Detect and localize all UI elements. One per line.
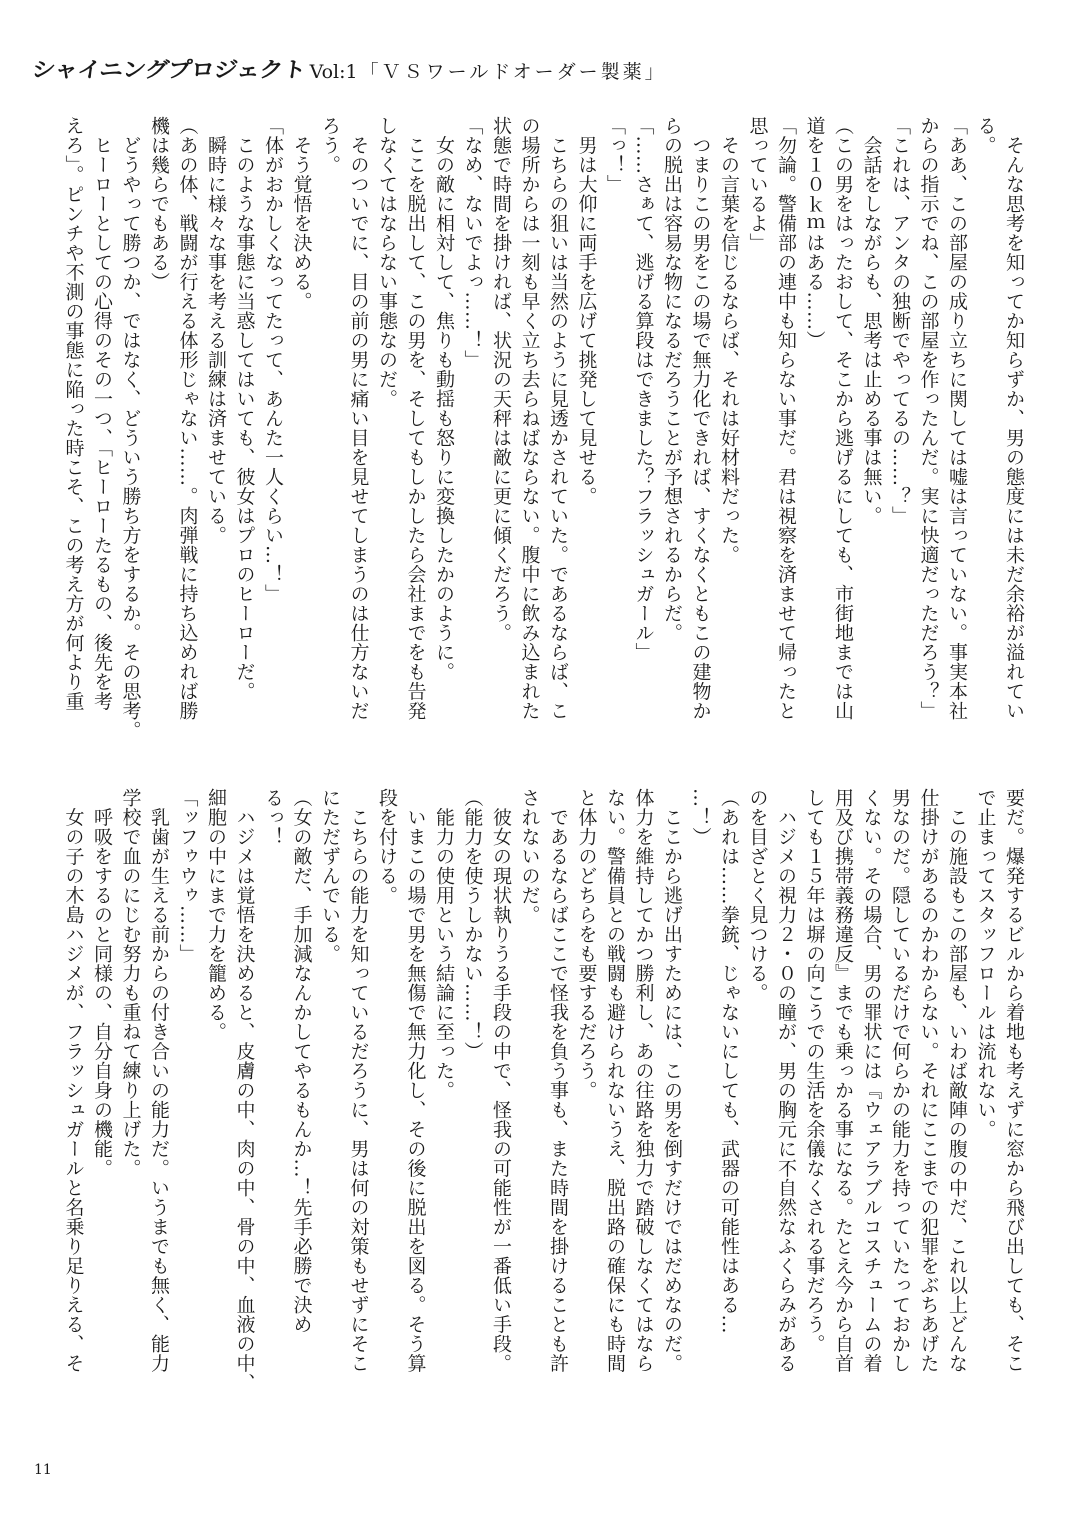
text-column: ハジメの視力２・０の瞳が、男の胸元に不自然なふくらみがある <box>775 788 797 1373</box>
text-column: こちらの能力を知っているだろうに、男は何の対策もせずにそこ <box>347 788 370 1373</box>
text-column: このような事態に当惑してはいても、彼女はプロのヒーローだ。 <box>233 116 256 701</box>
text-column: 用及び携帯義務違反』までも乗っかる事になる。たとえ今から自首 <box>832 788 854 1373</box>
text-column: （あれは……拳銃、じゃないにしても、武器の可能性はある… <box>718 788 740 1334</box>
text-column: であるならばここで怪我を負う事も、また時間を掛けることも許 <box>547 788 569 1373</box>
text-column: 「なめ、ないでよっ……！」 <box>461 116 484 370</box>
text-column: 女の子の木島ハジメが、フラッシュガールと名乗り足りえる、そ <box>62 788 85 1373</box>
text-column: しても１５年は塀の向こうでの生活を余儀なくされる事だろう。 <box>803 788 826 1354</box>
text-column: えろ」。ピンチや不測の事態に陥った時こそ、この考え方が何より重 <box>62 116 85 711</box>
text-column: こちらの狙いは当然のように見透かされていた。であるならば、こ <box>547 116 569 721</box>
text-column: ここを脱出して、この男を、そしてもしかしたら会社までをも告発 <box>404 116 427 721</box>
text-column: 彼女の現状執りうる手段の中で、怪我の可能性が一番低い手段。 <box>490 788 512 1373</box>
text-column: 会話をしながらも、思考は止める事は無い。 <box>860 116 883 526</box>
text-column: しなくてはならない事態なのだ。 <box>376 116 398 409</box>
text-column: どうやって勝つか、ではなく、どういう勝ち方をするか。その思考。 <box>119 116 142 740</box>
text-column: くない。その場合、男の罪状には『ウェアラブルコスチュームの着 <box>860 788 883 1373</box>
text-column: 「勿論。警備部の連中も知らない事だ。君は視察を済ませて帰ったと <box>775 116 797 721</box>
text-column: （能力を使うしかない……！） <box>461 788 484 1061</box>
text-column: 学校で血のにじむ努力も重ねて練り上げた。 <box>119 788 142 1178</box>
text-column: 道を１０ｋｍはある……） <box>803 116 826 350</box>
upper-text-block <box>53 116 1028 776</box>
text-column: 呼吸をするのと同様の、自分自身の機能。 <box>91 788 113 1178</box>
text-column: からの指示でね、この部屋を作ったんだ。実に快適だっただろう？」 <box>917 116 940 721</box>
text-column: ハジメは覚悟を決めると、皮膚の中、肉の中、骨の中、血液の中、 <box>233 788 256 1393</box>
volume-label: Vol:1 <box>309 61 358 83</box>
text-column: で止まってスタッフロールは流れない。 <box>974 788 997 1139</box>
text-column: ここから逃げ出すためには、この男を倒すだけではだめなのだ。 <box>661 788 683 1373</box>
text-column: 乳歯が生える前からの付き合いの能力だ。いうまでも無く、能力 <box>148 788 170 1373</box>
text-column: されないのだ。 <box>518 788 541 925</box>
page-number: 11 <box>34 1462 52 1478</box>
text-column: そう覚悟を決める。 <box>290 116 313 311</box>
text-column: ない。警備員との戦闘も避けられないうえ、脱出路の確保にも時間 <box>604 788 626 1373</box>
text-column: いまこの場で男を無傷で無力化し、その後に脱出を図る。そう算 <box>404 788 427 1373</box>
text-column: （あの体、戦闘が行える体形じゃない……。肉弾戦に持ち込めれば勝 <box>176 116 199 721</box>
series-title: シャイニングプロジェクト <box>30 57 307 83</box>
text-column: 「っ！」 <box>604 116 626 194</box>
text-column: （女の敵だ、手加減なんかしてやるもんか…！先手必勝で決め <box>290 788 313 1334</box>
text-column: 細胞の中にまで力を籠める。 <box>205 788 227 1042</box>
text-column: 機は幾らでもある） <box>148 116 170 292</box>
text-column: と体力のどちらをも要するだろう。 <box>575 788 598 1100</box>
text-column: にただずんでいる。 <box>319 788 341 964</box>
text-column: 要だ。爆発するビルから着地も考えずに窓から飛び出しても、そこ <box>1003 788 1025 1373</box>
text-column: る。 <box>974 116 997 155</box>
text-column: この施設もこの部屋も、いわば敵陣の腹の中だ、これ以上どんな <box>946 788 968 1373</box>
text-column: 状態で時間を掛ければ、状況の天秤は敵に更に傾くだろう。 <box>490 116 512 643</box>
text-column: 段を付ける。 <box>376 788 398 905</box>
text-column: のを目ざとく見つける。 <box>746 788 769 1003</box>
chapter-subtitle: 「ＶＳワールドオーダー製薬」 <box>359 61 667 83</box>
text-column: 男は大仰に両手を広げて挑発して見せる。 <box>575 116 598 506</box>
text-column: つまりこの男をこの場で無力化できれば、すくなくともこの建物か <box>689 116 712 721</box>
text-column: ヒーローとしての心得のその一つ、「ヒーローたるもの、後先を考 <box>91 116 113 711</box>
text-column: 体力を維持してかつ勝利し、あの往路を独力で踏破しなくてはなら <box>632 788 655 1373</box>
running-header <box>32 50 667 85</box>
text-column: そんな思考を知ってか知らずか、男の態度には未だ余裕が溢れてい <box>1003 116 1025 721</box>
text-column: ろう。 <box>319 116 341 175</box>
text-column: 思っているよ」 <box>746 116 769 253</box>
text-column: 「体がおかしくなってたって、あんた一人くらい…！」 <box>262 116 284 604</box>
text-column: その言葉を信じるならば、それは好材料だった。 <box>718 116 740 565</box>
text-column: るっ！ <box>262 788 284 847</box>
text-column: 仕掛けがあるのかわからない。それにここまでの犯罪をぶちあげた <box>917 788 940 1373</box>
text-column: 能力の使用という結論に至った。 <box>433 788 455 1100</box>
text-column: 「これは、アンタの独断でやってるの……？」 <box>889 116 911 526</box>
text-column: 「ああ、この部屋の成り立ちに関しては嘘は言っていない。事実本社 <box>946 116 968 721</box>
text-column: 男なのだ。隠しているだけで何らかの能力を持っていたっておかし <box>889 788 911 1373</box>
lower-text-block <box>53 788 1028 1448</box>
text-column: 瞬時に様々な事を考える訓練は済ませている。 <box>205 116 227 545</box>
text-column: らの脱出は容易な物になるだろうことが予想されるからだ。 <box>661 116 683 643</box>
text-column: そのついでに、目の前の男に痛い目を見せてしまうのは仕方ないだ <box>347 116 370 721</box>
text-column: 「……さぁて、逃げる算段はできました？フラッシュガール」 <box>632 116 655 662</box>
text-column: （この男をはったおして、そこから逃げるにしても、市街地までは山 <box>832 116 854 721</box>
text-column: 女の敵に相対して、焦りも動揺も怒りに変換したかのように。 <box>433 116 455 682</box>
text-column: …！） <box>689 788 712 847</box>
text-column: の場所からは一刻も早く立ち去らねばならない。腹中に飲み込まれた <box>518 116 541 721</box>
text-column: 「ッフゥウゥ……」 <box>176 788 199 964</box>
